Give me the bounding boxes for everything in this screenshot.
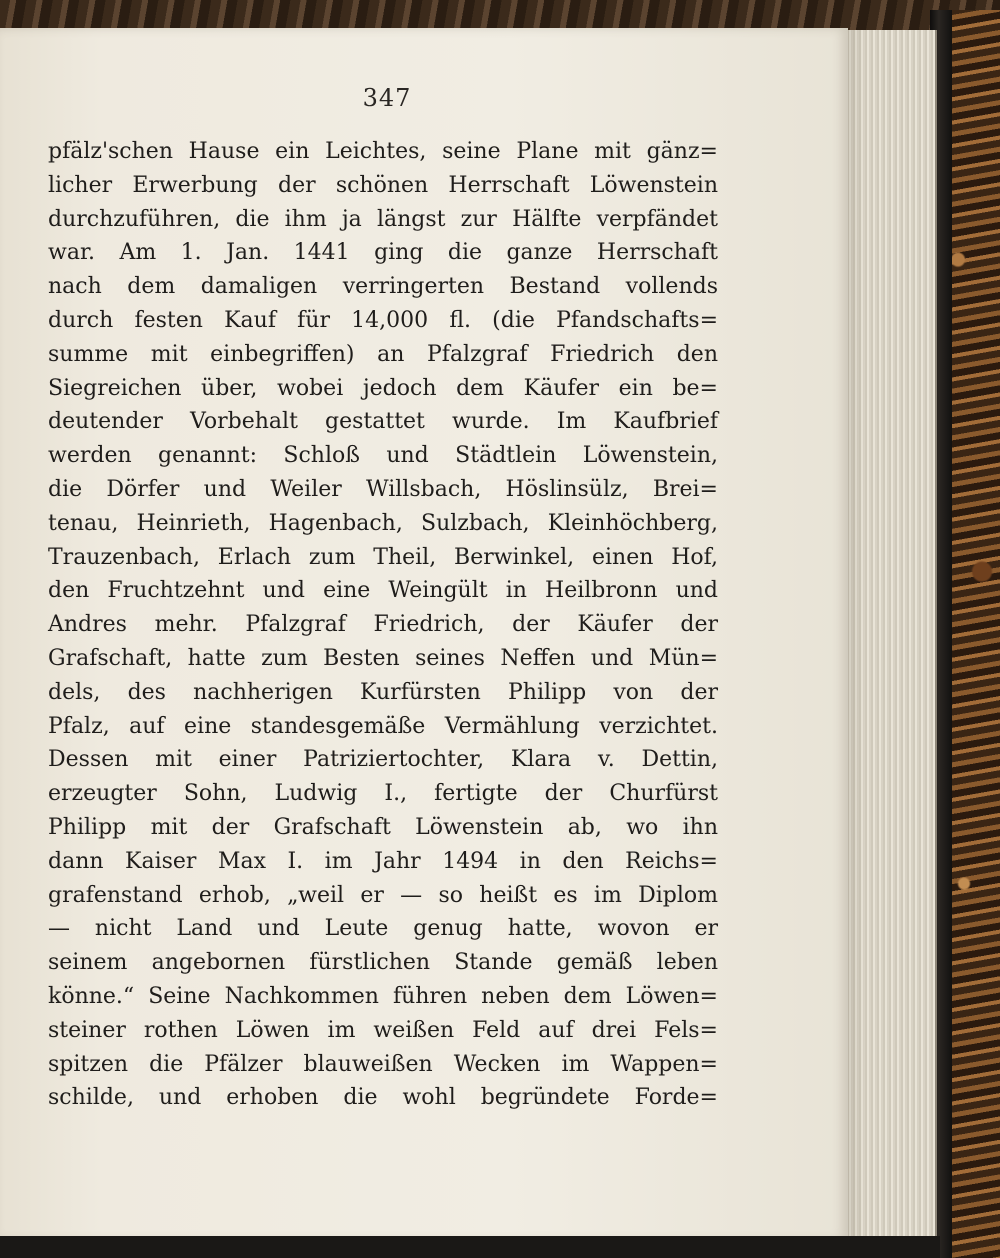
text-line: Philipp mit der Grafschaft Löwenstein ab, wo ihn	[48, 814, 718, 840]
text-line: Andres mehr. Pfalzgraf Friedrich, der Käufer der	[48, 612, 718, 638]
text-line: tenau, Heinrieth, Hagenbach, Sulzbach, Kleinhöchberg,	[48, 510, 718, 536]
text-line: seinem angebornen fürstlichen Stande gemäß leben	[48, 950, 718, 976]
text-line: könne.“ Seine Nachkommen führen neben dem Löwen=	[48, 983, 718, 1009]
text-line: steiner rothen Löwen im weißen Feld auf drei Fels=	[48, 1017, 718, 1043]
page-number: 347	[362, 84, 412, 112]
text-line: werden genannt: Schloß und Städtlein Löwenstein,	[48, 443, 718, 469]
text-line: durchzuführen, die ihm ja längst zur Hälfte verpfändet	[48, 206, 718, 232]
text-line: die Dörfer und Weiler Willsbach, Höslinsülz, Brei=	[48, 476, 718, 502]
text-line: den Fruchtzehnt und eine Weingült in Heilbronn und	[48, 578, 718, 604]
text-line: durch festen Kauf für 14,000 fl. (die Pfandschafts=	[48, 307, 718, 333]
text-line: licher Erwerbung der schönen Herrschaft Löwenstein	[48, 172, 718, 198]
text-line: deutender Vorbehalt gestattet wurde. Im Kaufbrief	[48, 409, 718, 435]
text-line: Trauzenbach, Erlach zum Theil, Berwinkel, einen Hof,	[48, 544, 718, 570]
text-line: spitzen die Pfälzer blauweißen Wecken im Wappen=	[48, 1051, 718, 1077]
text-line: Pfalz, auf eine standesgemäße Vermählung verzichtet.	[48, 713, 718, 739]
text-line: dels, des nachherigen Kurfürsten Philipp von der	[48, 679, 718, 705]
text-line: nach dem damaligen verringerten Bestand vollends	[48, 274, 718, 300]
text-line: Siegreichen über, wobei jedoch dem Käufer ein be=	[48, 375, 718, 401]
text-line: Dessen mit einer Patriziertochter, Klara v. Dettin,	[48, 747, 718, 773]
body-text	[48, 135, 718, 1115]
text-line: erzeugter Sohn, Ludwig I., fertigte der Churfürst	[48, 781, 718, 807]
text-line: schilde, und erhoben die wohl begründete Forde=	[48, 1085, 718, 1111]
text-line: — nicht Land und Leute genug hatte, wovon er	[48, 916, 718, 942]
text-line: Grafschaft, hatte zum Besten seines Neffen und Mün=	[48, 645, 718, 671]
text-line: war. Am 1. Jan. 1441 ging die ganze Herrschaft	[48, 240, 718, 266]
text-line: dann Kaiser Max I. im Jahr 1494 in den Reichs=	[48, 848, 718, 874]
text-line: pfälz'schen Hause ein Leichtes, seine Plane mit gänz=	[48, 139, 718, 164]
text-line: summe mit einbegriffen) an Pfalzgraf Friedrich den	[48, 341, 718, 367]
page-bottom-edge	[0, 1236, 940, 1258]
text-line: grafenstand erhob, „weil er — so heißt es im Diplom	[48, 882, 718, 908]
